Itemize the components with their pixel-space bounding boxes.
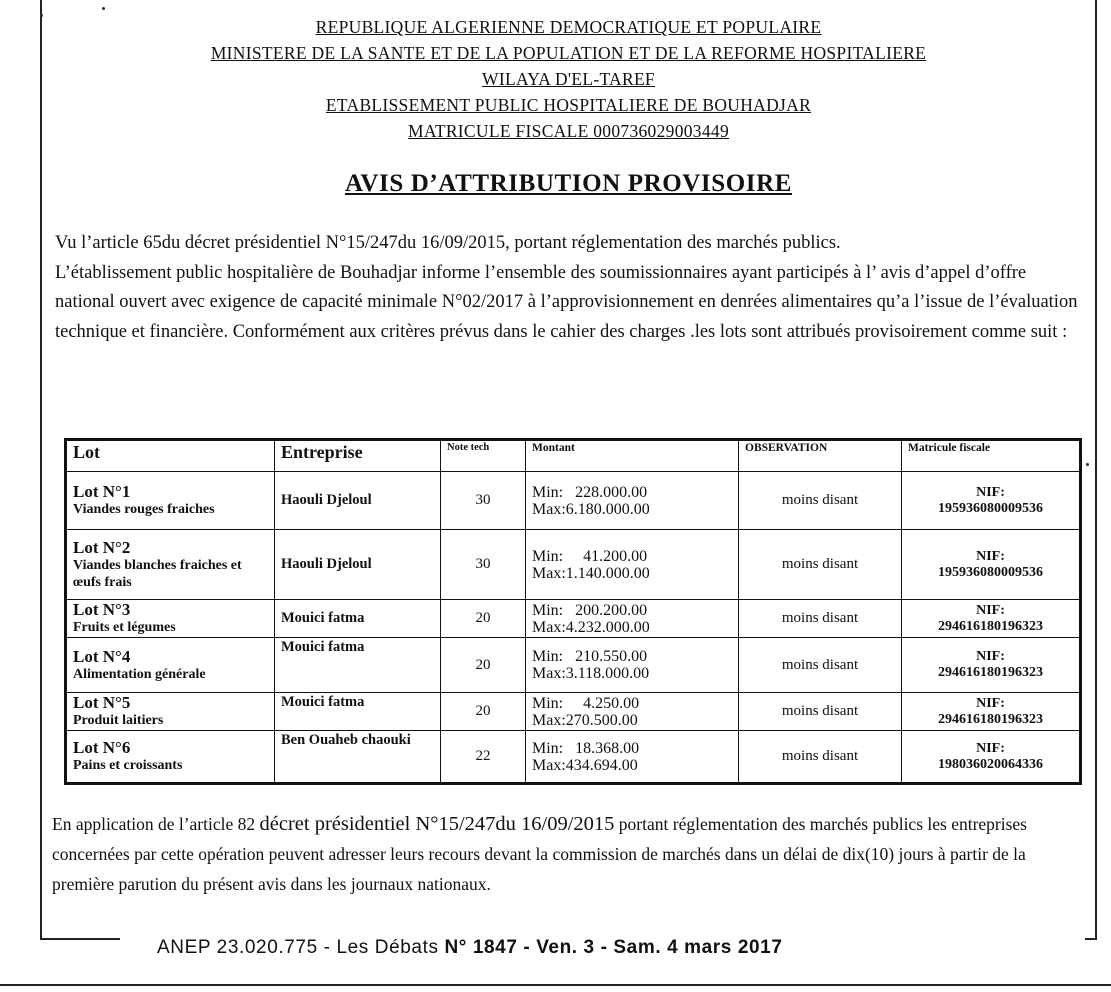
lot-cell: [66, 530, 275, 600]
montant-min: Min: 18.368.00: [532, 739, 640, 757]
matricule-cell: [902, 472, 1081, 530]
header-observation: OBSERVATION: [739, 440, 902, 472]
table-row: [66, 731, 1081, 784]
lot-number: Lot N°1: [73, 482, 131, 501]
header-republic: REPUBLIQUE ALGERIENNE DEMOCRATIQUE ET POPULAIRE: [315, 17, 822, 37]
montant-cell: [526, 600, 739, 638]
montant-cell: [526, 530, 739, 600]
lot-number: Lot N°3: [73, 600, 131, 619]
entreprise-cell: Ben Ouaheb chaouki: [275, 731, 441, 784]
note-cell: 30: [441, 530, 526, 600]
entreprise-cell: Mouici fatma: [275, 638, 441, 693]
observation-cell: moins disant: [739, 472, 902, 530]
table-row: [66, 600, 1081, 638]
lot-cell: [66, 693, 275, 731]
header-note: Note tech: [441, 440, 526, 472]
table-row: [66, 472, 1081, 530]
frame-bottom-left-border: [40, 938, 120, 940]
nif-label: NIF:: [976, 695, 1005, 711]
matricule-cell: [902, 530, 1081, 600]
closing-intro: En application de l’article 82: [52, 814, 260, 834]
matricule-cell: [902, 600, 1081, 638]
montant-max: Max:434.694.00: [532, 756, 638, 774]
entreprise-cell: Haouli Djeloul: [275, 472, 441, 530]
matricule-cell: [902, 638, 1081, 693]
scan-speck: [102, 7, 105, 10]
note-cell: 22: [441, 731, 526, 784]
entreprise-cell: Mouici fatma: [275, 600, 441, 638]
header-establishment: ETABLISSEMENT PUBLIC HOSPITALIERE DE BOUHADJAR: [325, 95, 812, 115]
matricule-cell: [902, 731, 1081, 784]
lot-number: Lot N°6: [73, 738, 131, 757]
nif-label: NIF:: [976, 649, 1005, 664]
observation-cell: moins disant: [739, 731, 902, 784]
lot-description: Viandes blanches fraiches et œufs frais: [73, 557, 242, 590]
montant-min: Min: 228.000.00: [532, 483, 648, 501]
attribution-table: [64, 438, 1082, 785]
nif-value: 198036020064336: [938, 756, 1043, 772]
lot-description: Alimentation générale: [73, 666, 206, 682]
entreprise-cell: Haouli Djeloul: [275, 530, 441, 600]
footer-issue: N° 1847 - Ven. 3 - Sam. 4 mars 2017: [444, 937, 783, 958]
publication-footer: [157, 937, 1077, 959]
lot-number: Lot N°5: [73, 693, 131, 712]
observation-cell: moins disant: [739, 600, 902, 638]
lot-cell: [66, 638, 275, 693]
header-wilaya: WILAYA D'EL-TAREF: [482, 69, 655, 89]
montant-max: Max:270.500.00: [532, 711, 638, 729]
note-cell: 30: [441, 472, 526, 530]
lot-number: Lot N°2: [73, 537, 131, 557]
header-lot: Lot: [66, 440, 275, 472]
lot-number: Lot N°4: [73, 646, 131, 666]
nif-label: NIF:: [976, 602, 1005, 618]
nif-label: NIF:: [976, 740, 1005, 756]
intro-text: [55, 229, 1085, 347]
montant-max: Max:4.232.000.00: [532, 618, 650, 636]
nif-label: NIF:: [976, 548, 1005, 564]
montant-cell: [526, 638, 739, 693]
scan-speck: [1086, 463, 1089, 466]
footer-source: ANEP 23.020.775 - Les Débats: [157, 937, 445, 958]
montant-cell: [526, 693, 739, 731]
intro-paragraph-1: Vu l’article 65du décret présidentiel N°15/247du 16/09/2015, portant réglementation des marchés publics.: [55, 233, 841, 253]
header-montant: Montant: [526, 440, 739, 472]
entreprise-cell: Mouici fatma: [275, 693, 441, 731]
header-fiscal-id: MATRICULE FISCALE 000736029003449: [407, 121, 730, 141]
lot-cell: [66, 472, 275, 530]
montant-cell: [526, 731, 739, 784]
lot-cell: [66, 600, 275, 638]
header-entreprise: Entreprise: [275, 440, 441, 472]
note-cell: 20: [441, 638, 526, 693]
montant-max: Max:3.118.000.00: [532, 665, 650, 682]
montant-min: Min: 210.550.00: [532, 648, 648, 665]
observation-cell: moins disant: [739, 693, 902, 731]
nif-value: 195936080009536: [938, 500, 1043, 516]
table-header-row: [66, 440, 1081, 472]
nif-value: 294616180196323: [938, 711, 1043, 727]
montant-min: Min: 41.200.00: [532, 547, 648, 565]
lot-description: Viandes rouges fraiches: [73, 502, 215, 517]
nif-value: 195936080009536: [938, 564, 1043, 580]
table-row: [66, 638, 1081, 693]
note-cell: 20: [441, 600, 526, 638]
matricule-cell: [902, 693, 1081, 731]
lot-description: Produit laitiers: [73, 713, 164, 728]
observation-cell: moins disant: [739, 638, 902, 693]
note-cell: 20: [441, 693, 526, 731]
lot-description: Fruits et légumes: [73, 620, 176, 635]
notice-title: AVIS D’ATTRIBUTION PROVISOIRE: [344, 170, 793, 197]
closing-paragraph: [52, 809, 1087, 899]
frame-bottom-right-border: [1085, 938, 1097, 940]
montant-max: Max:6.180.000.00: [532, 500, 650, 518]
header-ministry: MINISTERE DE LA SANTE ET DE LA POPULATION ET DE LA REFORME HOSPITALIERE: [210, 43, 927, 63]
montant-min: Min: 200.200.00: [532, 601, 648, 619]
intro-paragraph-2: L’établissement public hospitalière de Bouhadjar informe l’ensemble des soumissionnaires ayant participés à l’ avis d’appel d’offre national ouvert avec exigence de capacité minimale N°02/2017 à l’approvisionnement en denrées alimentaires qu’a l’issue de l’évaluation technique et financière. Conformément aux critères prévus dans le cahier des charges .les lots sont attribués provisoirement comme suit :: [55, 262, 1078, 342]
lot-description: Pains et croissants: [73, 758, 183, 773]
page-bottom-border: [0, 984, 1111, 986]
montant-max: Max:1.140.000.00: [532, 564, 650, 582]
document-header: [40, 14, 1097, 144]
observation-cell: moins disant: [739, 530, 902, 600]
nif-value: 294616180196323: [938, 618, 1043, 634]
closing-text: [52, 809, 1087, 899]
table-row: [66, 693, 1081, 731]
closing-body: portant réglementation des marchés publics les entreprises concernées par cette opération peuvent adresser leurs recours devant la commission de marchés dans un délai de dix(10) jours à partir de la première parution du présent avis dans les journaux nationaux.: [52, 814, 1027, 894]
closing-decree-reference: décret présidentiel N°15/247du 16/09/2015: [259, 813, 615, 835]
header-matricule: Matricule fiscale: [902, 440, 1081, 472]
nif-value: 294616180196323: [938, 665, 1043, 680]
montant-cell: [526, 472, 739, 530]
nif-label: NIF:: [976, 484, 1005, 500]
lot-cell: [66, 731, 275, 784]
table-row: [66, 530, 1081, 600]
montant-min: Min: 4.250.00: [532, 694, 640, 712]
